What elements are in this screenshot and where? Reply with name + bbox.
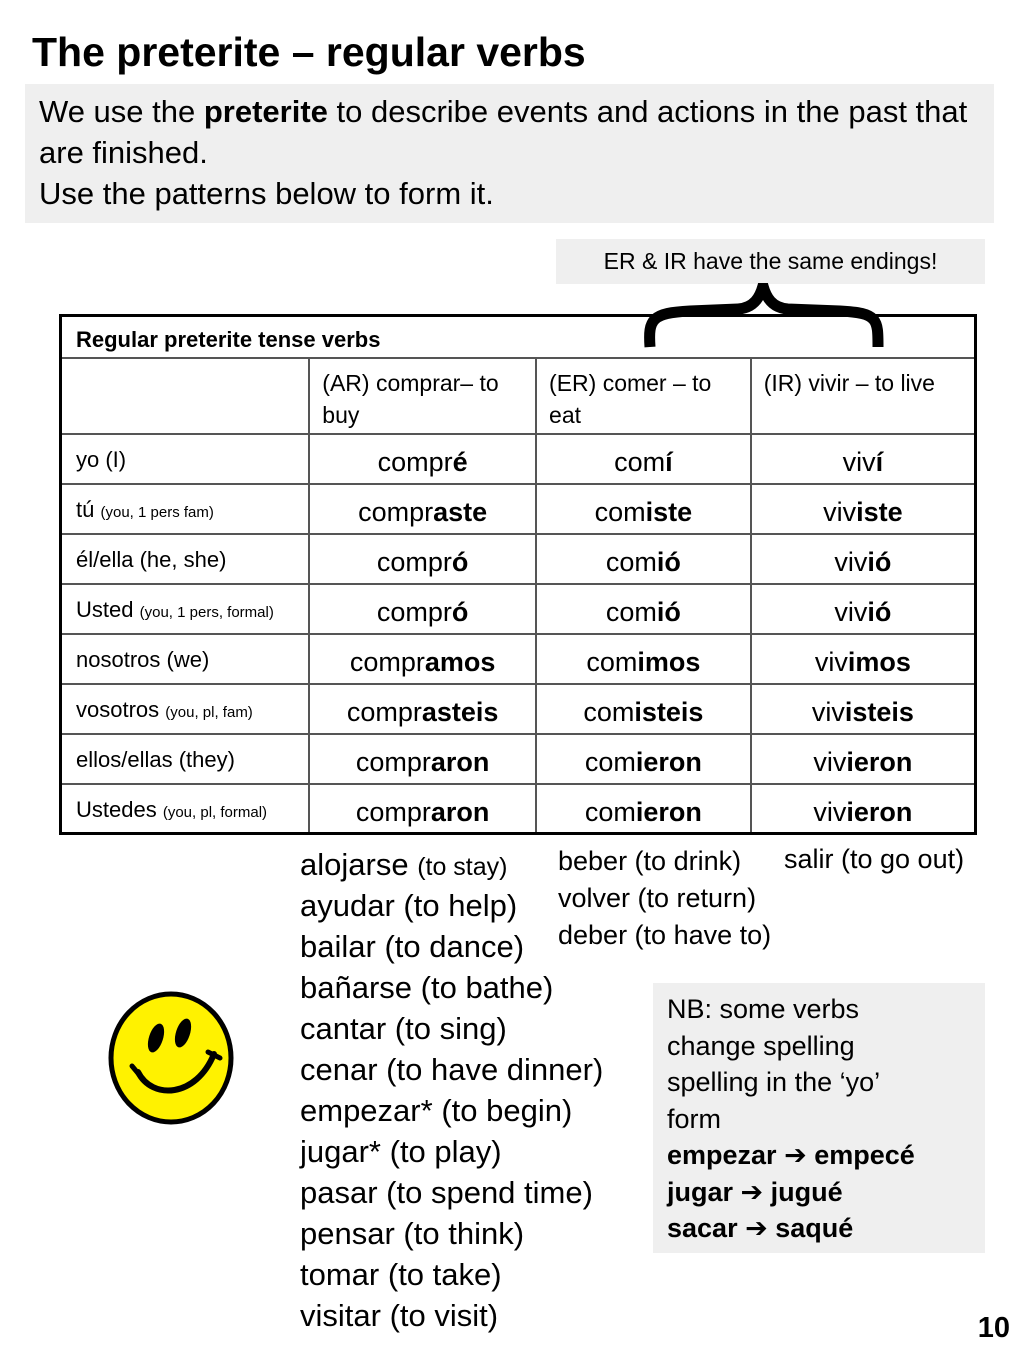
- er-form-cell: [536, 784, 751, 834]
- er-stem: com: [614, 446, 666, 477]
- note-line: change spelling: [667, 1030, 855, 1061]
- er-form-cell: [536, 684, 751, 734]
- header-ar: (AR) comprar– to buy: [309, 358, 536, 434]
- header-empty-cell: [61, 358, 310, 434]
- spelling-note-text: [667, 991, 985, 1137]
- pronoun-label: Usted: [76, 596, 134, 622]
- intro-line-1: [39, 91, 980, 173]
- ir-stem: viv: [834, 546, 868, 577]
- header-ir: (IR) vivir – to live: [751, 358, 976, 434]
- verb-gloss: (to stay): [417, 853, 508, 881]
- arrow-right-icon: ➔: [776, 1140, 815, 1170]
- ir-form-cell: [751, 734, 976, 784]
- ar-form-cell: [309, 584, 536, 634]
- ir-verb-list: [784, 841, 964, 878]
- er-form-cell: [536, 534, 751, 584]
- ir-stem: viv: [834, 596, 868, 627]
- header-er: (ER) comer – to eat: [536, 358, 751, 434]
- er-stem: com: [584, 796, 636, 827]
- er-stem: com: [586, 646, 638, 677]
- ar-ending: amos: [424, 646, 496, 677]
- er-stem: com: [605, 546, 657, 577]
- pronoun-label: Ustedes: [76, 796, 157, 822]
- pronoun-note: (you, pl, fam): [165, 703, 253, 721]
- pronoun-note: (you, 1 pers, formal): [139, 603, 274, 621]
- spelling-note-box: [653, 983, 985, 1253]
- pronoun-label: tú: [76, 496, 95, 522]
- er-ending: ieron: [635, 796, 702, 827]
- ir-form-cell: [751, 684, 976, 734]
- rule-from: jugar: [667, 1176, 734, 1207]
- verb-gloss: (to help): [403, 888, 518, 923]
- ir-ending: í: [875, 446, 884, 477]
- table-caption: Regular preterite tense verbs: [61, 316, 976, 358]
- verb-infinitive: bailar: [300, 929, 376, 964]
- ir-form-cell: [751, 534, 976, 584]
- ir-stem: viv: [814, 646, 848, 677]
- list-item: beber (to drink): [558, 846, 742, 876]
- ir-ending: ieron: [846, 746, 913, 777]
- er-ending: í: [665, 446, 673, 477]
- spelling-rule: [667, 1137, 985, 1174]
- table-header-row: [61, 358, 976, 434]
- list-item: volver (to return): [558, 883, 757, 913]
- pronoun-cell: [61, 634, 310, 684]
- rule-to: jugué: [770, 1176, 843, 1207]
- ar-form-cell: [309, 784, 536, 834]
- note-line: NB: some verbs: [667, 994, 860, 1024]
- verb-gloss: (to take): [387, 1257, 502, 1292]
- verb-infinitive: jugar*: [300, 1134, 381, 1169]
- table-row: [61, 584, 976, 634]
- verb-infinitive: empezar*: [300, 1093, 433, 1128]
- ir-stem: viv: [823, 496, 857, 527]
- ir-stem: viv: [842, 446, 876, 477]
- rule-to: saqué: [775, 1213, 854, 1243]
- ir-form-cell: [751, 634, 976, 684]
- verb-infinitive: pensar: [300, 1216, 395, 1251]
- ar-form-cell: [309, 434, 536, 484]
- ar-ending: é: [452, 446, 468, 477]
- table-row: [61, 734, 976, 784]
- page-title: The preterite – regular verbs: [32, 29, 586, 75]
- ir-ending: ió: [867, 546, 892, 577]
- pronoun-cell: [61, 534, 310, 584]
- table-caption-row: [61, 316, 976, 358]
- list-item: salir (to go out): [784, 844, 965, 874]
- pronoun-label: yo (I): [76, 446, 127, 472]
- intro-text-after: to describe events and actions in the past that are finished.: [39, 94, 968, 170]
- ar-stem: compr: [346, 696, 422, 727]
- arrow-right-icon: ➔: [733, 1176, 771, 1207]
- intro-box: [25, 84, 994, 223]
- ir-ending: iste: [856, 496, 903, 527]
- intro-line-2: Use the patterns below to form it.: [39, 176, 494, 211]
- arrow-right-icon: ➔: [737, 1213, 776, 1243]
- pronoun-cell: [61, 484, 310, 534]
- pronoun-cell: [61, 584, 310, 634]
- er-stem: com: [584, 746, 636, 777]
- list-item: deber (to have to): [558, 920, 772, 950]
- table-row: [61, 484, 976, 534]
- ir-ending: ió: [867, 596, 892, 627]
- list-item: [300, 1295, 603, 1336]
- pronoun-note: (you, 1 pers fam): [100, 503, 214, 521]
- ar-ending: asteis: [421, 696, 499, 727]
- conjugation-table: [59, 314, 977, 835]
- intro-text-before: We use the: [39, 94, 204, 129]
- pronoun-cell: [61, 784, 310, 834]
- verb-gloss: (to sing): [394, 1011, 507, 1046]
- list-item: [300, 1008, 603, 1049]
- er-stem: com: [605, 596, 657, 627]
- list-item: [300, 967, 603, 1008]
- verb-gloss: (to think): [403, 1216, 525, 1251]
- ir-form-cell: [751, 434, 976, 484]
- er-ir-note: ER & IR have the same endings!: [556, 239, 985, 284]
- list-item: [300, 1172, 603, 1213]
- spelling-rule: [667, 1174, 985, 1211]
- ir-ending: ieron: [846, 796, 913, 827]
- ir-form-cell: [751, 584, 976, 634]
- table-row: [61, 784, 976, 834]
- ar-stem: compr: [349, 646, 425, 677]
- pronoun-cell: [61, 684, 310, 734]
- verb-infinitive: visitar: [300, 1298, 381, 1333]
- spelling-note-rules: [667, 1137, 985, 1247]
- ir-form-cell: [751, 784, 976, 834]
- er-stem: com: [594, 496, 646, 527]
- ar-stem: compr: [358, 496, 434, 527]
- ar-ending: ó: [451, 546, 469, 577]
- ar-stem: compr: [355, 796, 431, 827]
- verb-gloss: (to spend time): [386, 1175, 593, 1210]
- verb-gloss: (to begin): [441, 1093, 573, 1128]
- er-form-cell: [536, 734, 751, 784]
- spelling-rule: [667, 1210, 985, 1247]
- verb-gloss: (to visit): [389, 1298, 499, 1333]
- er-form-cell: [536, 484, 751, 534]
- ar-stem: compr: [377, 446, 453, 477]
- ir-ending: imos: [847, 646, 911, 677]
- verb-infinitive: bañarse: [300, 970, 413, 1005]
- pronoun-note: (you, pl, formal): [162, 803, 268, 821]
- note-line: form: [667, 1103, 721, 1134]
- verb-gloss: (to have dinner): [386, 1052, 604, 1087]
- rule-to: empecé: [814, 1140, 915, 1170]
- ir-ending: isteis: [844, 696, 914, 727]
- list-item: [300, 1090, 603, 1131]
- pronoun-cell: [61, 734, 310, 784]
- table-row: [61, 684, 976, 734]
- pronoun-label: ellos/ellas (they): [76, 746, 235, 772]
- list-item: [300, 1254, 603, 1295]
- list-item: [300, 1213, 603, 1254]
- ar-ending: aste: [433, 496, 488, 527]
- er-ending: ió: [656, 596, 681, 627]
- ir-stem: viv: [813, 796, 847, 827]
- ir-stem: viv: [811, 696, 845, 727]
- list-item: [300, 1049, 603, 1090]
- smiley-face-icon: [104, 988, 240, 1128]
- er-ending: iste: [645, 496, 693, 527]
- er-form-cell: [536, 634, 751, 684]
- table-row: [61, 534, 976, 584]
- er-form-cell: [536, 434, 751, 484]
- er-ending: imos: [637, 646, 701, 677]
- table-row: [61, 434, 976, 484]
- verb-infinitive: tomar: [300, 1257, 380, 1292]
- rule-from: empezar: [667, 1140, 777, 1170]
- verb-infinitive: pasar: [300, 1175, 378, 1210]
- verb-infinitive: alojarse: [300, 847, 409, 882]
- ar-ending: ó: [451, 596, 469, 627]
- page-number: 10: [977, 1312, 1010, 1344]
- ir-stem: viv: [813, 746, 847, 777]
- note-line: spelling in the ‘yo’: [667, 1067, 881, 1097]
- ar-form-cell: [309, 634, 536, 684]
- er-ending: ió: [656, 546, 681, 577]
- verb-gloss: (to dance): [384, 929, 525, 964]
- er-stem: com: [583, 696, 635, 727]
- intro-bold-word: preterite: [203, 94, 328, 129]
- verb-infinitive: ayudar: [300, 888, 395, 923]
- ar-ending: aron: [430, 746, 490, 777]
- table-row: [61, 634, 976, 684]
- rule-from: sacar: [667, 1213, 738, 1243]
- list-item: [300, 1131, 603, 1172]
- ir-form-cell: [751, 484, 976, 534]
- ar-form-cell: [309, 734, 536, 784]
- ar-ending: aron: [430, 796, 490, 827]
- verb-infinitive: cantar: [300, 1011, 387, 1046]
- ar-form-cell: [309, 534, 536, 584]
- pronoun-cell: [61, 434, 310, 484]
- er-ending: isteis: [634, 696, 704, 727]
- ar-form-cell: [309, 684, 536, 734]
- ar-form-cell: [309, 484, 536, 534]
- er-verb-list: [558, 843, 771, 954]
- ar-stem: compr: [376, 596, 452, 627]
- ar-stem: compr: [376, 546, 452, 577]
- ar-stem: compr: [355, 746, 431, 777]
- pronoun-label: vosotros: [76, 696, 160, 722]
- pronoun-label: él/ella (he, she): [76, 546, 227, 572]
- verb-gloss: (to bathe): [420, 970, 554, 1005]
- pronoun-label: nosotros (we): [76, 646, 210, 672]
- verb-gloss: (to play): [389, 1134, 502, 1169]
- verb-infinitive: cenar: [300, 1052, 378, 1087]
- er-ending: ieron: [635, 746, 702, 777]
- er-form-cell: [536, 584, 751, 634]
